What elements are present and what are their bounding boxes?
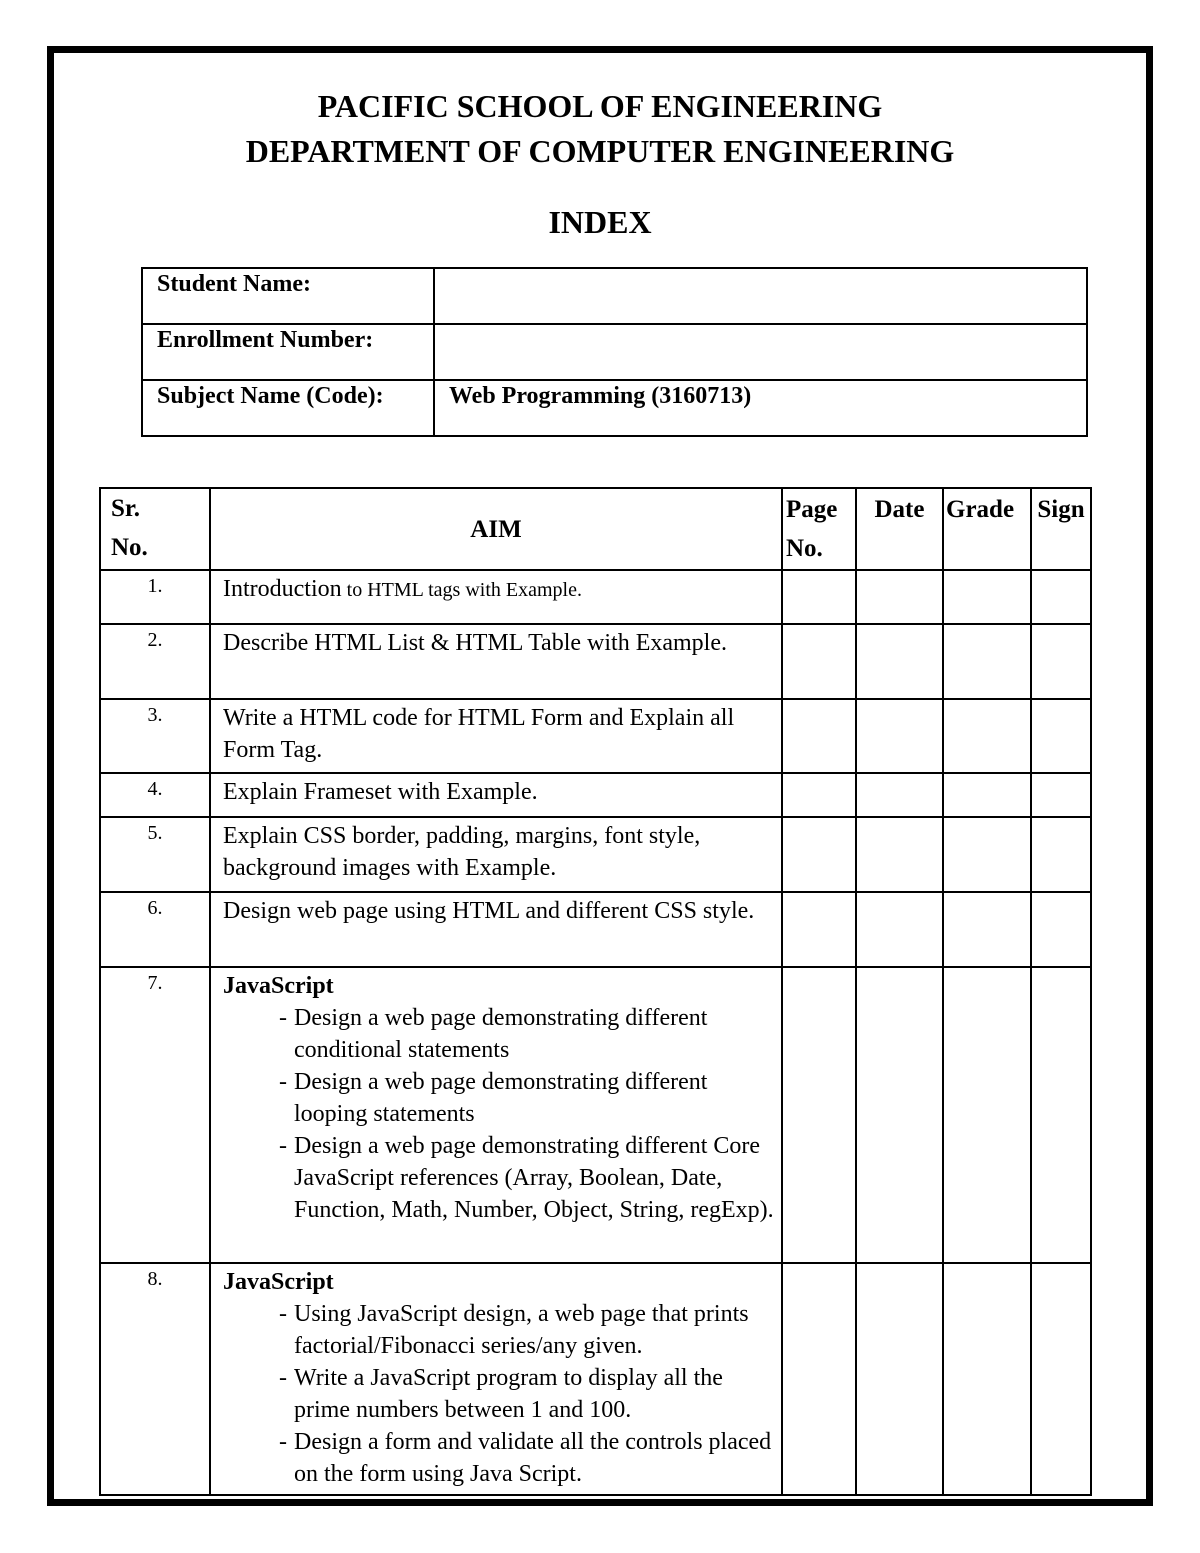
date-cell [856,892,943,967]
date-header: Date [856,488,943,570]
date-cell [856,624,943,699]
row-number: 6. [100,892,210,967]
aim-cell: Explain CSS border, padding, margins, font style, background images with Example. [210,817,782,892]
sign-cell [1031,699,1091,773]
sign-cell [1031,570,1091,624]
page-no-cell [782,699,856,773]
page-header-line1: Page [786,496,838,523]
date-cell [856,773,943,817]
date-cell [856,1263,943,1495]
index-header-row [100,488,1091,570]
index-title: INDEX [548,204,652,240]
table-row [100,892,1091,967]
sr-no-header [100,488,210,570]
aim-heading: JavaScript [223,973,334,999]
aim-cell: Describe HTML List & HTML Table with Example. [210,624,782,699]
aim-header: AIM [210,488,782,570]
student-info-table [141,267,1088,437]
department-name: DEPARTMENT OF COMPUTER ENGINEERING [245,133,955,169]
aim-text-part: to HTML tags with Example. [341,579,582,601]
enrollment-number-label: Enrollment Number: [142,324,434,380]
grade-cell [943,570,1031,624]
list-item: - Design a web page demonstrating different Core JavaScript references (Array, Boolean, Date, Function, Math, Number, Object, String, regExp). [279,1130,775,1226]
list-item: - Design a web page demonstrating different conditional statements [279,1002,775,1066]
page-no-cell [782,817,856,892]
sign-cell [1031,1263,1091,1495]
enrollment-number-value [434,324,1087,380]
date-cell [856,817,943,892]
page-no-cell [782,773,856,817]
grade-cell [943,892,1031,967]
student-name-value [434,268,1087,324]
aim-cell: Write a HTML code for HTML Form and Explain all Form Tag. [210,699,782,773]
list-item: - Design a web page demonstrating different looping statements [279,1066,775,1130]
row-number: 8. [100,1263,210,1495]
row-number: 3. [100,699,210,773]
student-name-label: Student Name: [142,268,434,324]
aim-list [223,1002,775,1226]
grade-cell [943,1263,1031,1495]
page-no-cell [782,967,856,1263]
table-row [100,817,1091,892]
aim-cell [210,967,782,1263]
aim-cell [210,1263,782,1495]
sign-cell [1031,967,1091,1263]
grade-cell [943,773,1031,817]
grade-cell [943,817,1031,892]
page-header-line2: No. [786,535,823,562]
row-number: 5. [100,817,210,892]
grade-cell [943,699,1031,773]
list-item: - Write a JavaScript program to display all the prime numbers between 1 and 100. [279,1362,775,1426]
grade-header: Grade [943,488,1031,570]
sign-cell [1031,892,1091,967]
sign-cell [1031,773,1091,817]
sign-cell [1031,624,1091,699]
info-row-student-name [142,268,1087,324]
list-item: - Design a form and validate all the controls placed on the form using Java Script. [279,1426,775,1490]
school-name: PACIFIC SCHOOL OF ENGINEERING [317,88,883,124]
page-no-cell [782,1263,856,1495]
page-no-cell [782,624,856,699]
row-number: 1. [100,570,210,624]
subject-name-label: Subject Name (Code): [142,380,434,436]
info-row-subject [142,380,1087,436]
row-number: 2. [100,624,210,699]
aim-list [223,1298,775,1490]
subject-name-value: Web Programming (3160713) [434,380,1087,436]
date-cell [856,967,943,1263]
table-row [100,1263,1091,1495]
sr-header-line1: Sr. [111,495,140,522]
aim-cell [210,570,782,624]
table-row [100,967,1091,1263]
table-row [100,773,1091,817]
table-row [100,570,1091,624]
sign-header: Sign [1031,488,1091,570]
list-item: - Using JavaScript design, a web page that prints factorial/Fibonacci series/any given. [279,1298,775,1362]
row-number: 7. [100,967,210,1263]
page-no-header [782,488,856,570]
index-table [99,487,1092,1496]
date-cell [856,699,943,773]
aim-cell: Design web page using HTML and different CSS style. [210,892,782,967]
table-row [100,624,1091,699]
sr-header-line2: No. [111,534,148,561]
aim-cell: Explain Frameset with Example. [210,773,782,817]
table-row [100,699,1091,773]
page-no-cell [782,570,856,624]
page-no-cell [782,892,856,967]
row-number: 4. [100,773,210,817]
grade-cell [943,967,1031,1263]
sign-cell [1031,817,1091,892]
info-row-enrollment [142,324,1087,380]
aim-text-part: Introduction [223,576,342,602]
grade-cell [943,624,1031,699]
date-cell [856,570,943,624]
aim-heading: JavaScript [223,1269,334,1295]
